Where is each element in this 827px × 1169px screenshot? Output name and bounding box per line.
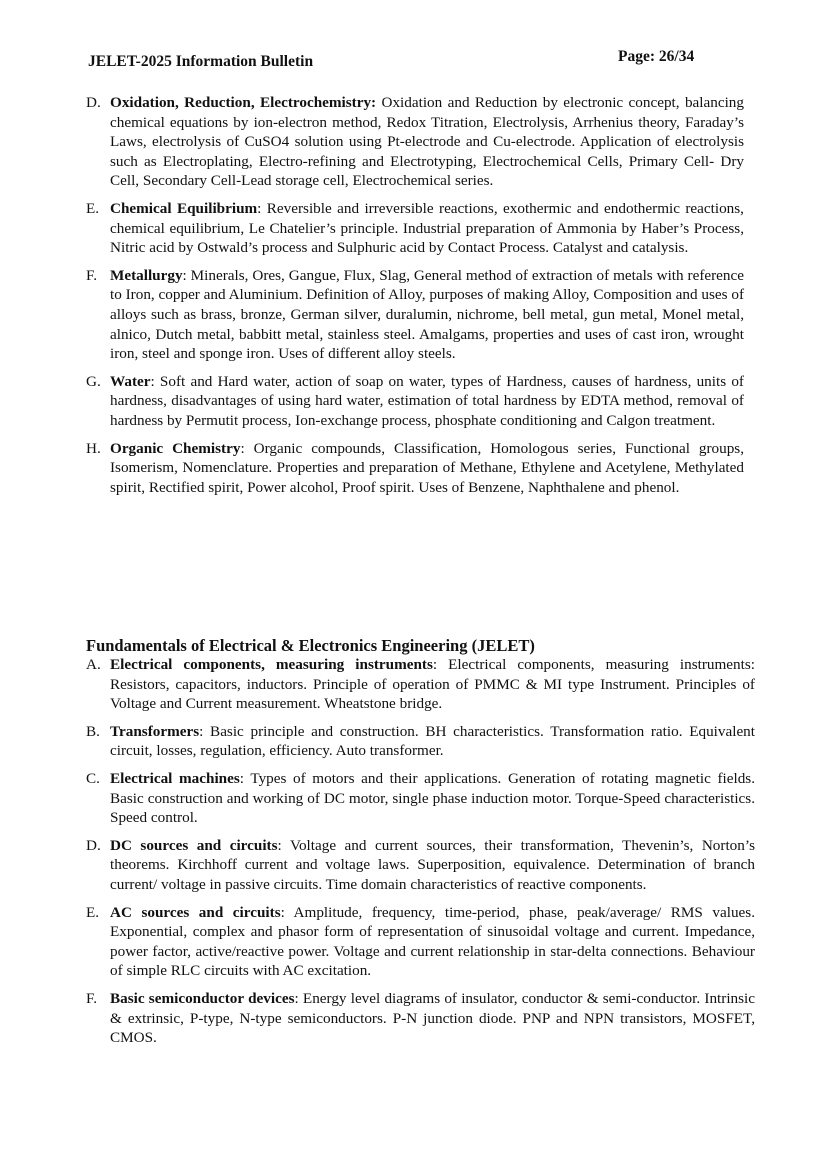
topic-description: : Energy level diagrams of insulator, conductor & semi-conductor. Intrinsic & extrinsic, P-type, N-type semiconductors. P-N junction diode. PNP and NPN transistors, MOSFET, CMOS. xyxy=(110,989,755,1047)
topic-description: : Basic principle and construction. BH characteristics. Transformation ratio. Equivalent circuit, losses, regulation, efficiency. Auto transformer. xyxy=(110,722,755,760)
item-marker: G. xyxy=(86,372,101,390)
chemistry-topic-list xyxy=(86,93,744,505)
item-marker: B. xyxy=(86,722,100,740)
document-title: JELET-2025 Information Bulletin xyxy=(88,53,314,70)
topic-item xyxy=(86,836,755,895)
topic-item xyxy=(86,199,744,258)
topic-description: : Types of motors and their applications. Generation of rotating magnetic fields. Basic construction and working of DC motor, single phase induction motor. Torque-Speed characteristics. Speed control. xyxy=(110,769,755,827)
item-marker: E. xyxy=(86,903,100,921)
topic-item xyxy=(86,903,755,981)
item-marker: H. xyxy=(86,439,101,457)
topic-item xyxy=(86,93,744,191)
item-marker: F. xyxy=(86,989,98,1007)
topic-term: AC sources and circuits xyxy=(110,903,281,921)
item-marker: D. xyxy=(86,94,101,111)
topic-term: DC sources and circuits xyxy=(110,836,278,854)
topic-description: : Amplitude, frequency, time-period, phase, peak/average/ RMS values. Exponential, complex and phasor form of representation of sinusoidal voltage and current. Impedance, power factor, active/reactive power. Voltage and current relationship in star-delta connections. Behaviour of simple RLC circuits with AC excitation. xyxy=(110,903,755,980)
electrical-topic-list xyxy=(86,655,755,1056)
topic-description: Oxidation and Reduction by electronic concept, balancing chemical equations by ion-electron method, Redox Titration, Electrolysis, Arrhenius theory, Faraday’s Laws, electrolysis of CuSO4 solution using Pt-electrode and Cu-electrode. Application of electrolysis such as Electroplating, Electro-refining and Electrotyping, Electrochemical Cells, Primary Cell- Dry Cell, Secondary Cell-Lead storage cell, Electrochemical series. xyxy=(110,94,744,190)
topic-description: : Minerals, Ores, Gangue, Flux, Slag, General method of extraction of metals with reference to Iron, copper and Aluminium. Definition of Alloy, purposes of making Alloy, Composition and uses of alloys such as brass, bronze, German silver, duralumin, nichrome, bell metal, gun metal, Monel metal, alnico, Dutch metal, babbitt metal, stainless steel. Amalgams, properties and uses of cast iron, wrought iron, steel and sponge iron. Uses of different alloy steels. xyxy=(110,266,744,363)
topic-term: Electrical components, measuring instruments xyxy=(110,656,433,673)
topic-item xyxy=(86,769,755,828)
page-number: Page: 26/34 xyxy=(618,48,695,65)
topic-term: Chemical Equilibrium xyxy=(110,199,258,217)
topic-description: : Organic compounds, Classification, Homologous series, Functional groups, Isomerism, Nomenclature. Properties and preparation of Methane, Ethylene and Acetylene, Methylated spirit, Rectified spirit, Power alcohol, Proof spirit. Uses of Benzene, Naphthalene and phenol. xyxy=(110,439,745,496)
topic-item xyxy=(86,439,744,498)
topic-item xyxy=(86,989,755,1048)
section-heading: Fundamentals of Electrical & Electronics Engineering (JELET) xyxy=(86,636,535,655)
topic-item xyxy=(86,722,755,761)
topic-term: Transformers xyxy=(110,722,200,740)
topic-term: Metallurgy xyxy=(110,266,183,284)
topic-term: Water xyxy=(110,372,151,390)
topic-term: Oxidation, Reduction, Electrochemistry: xyxy=(110,94,377,111)
topic-description: : Voltage and current sources, their transformation, Thevenin’s, Norton’s theorems. Kirchhoff current and voltage laws. Superposition, equivalence. Determination of branch current/ voltage in passive circuits. Time domain characteristics of reactive components. xyxy=(110,836,755,893)
topic-term: Organic Chemistry xyxy=(110,439,241,457)
item-marker: E. xyxy=(86,199,100,217)
topic-item xyxy=(86,372,744,431)
topic-term: Basic semiconductor devices xyxy=(110,989,295,1007)
topic-item xyxy=(86,655,755,714)
topic-description: : Reversible and irreversible reactions, exothermic and endothermic reactions, chemical equilibrium, Le Chatelier’s principle. Industrial preparation of Ammonia by Haber’s Process, Nitric acid by Ostwald’s process and Sulphuric acid by Contact Process. Catalyst and catalysis. xyxy=(110,199,744,257)
topic-term: Electrical machines xyxy=(110,769,240,787)
item-marker: C. xyxy=(86,769,100,787)
topic-item xyxy=(86,266,744,364)
topic-description: : Soft and Hard water, action of soap on water, types of Hardness, causes of hardness, units of hardness, disadvantages of using hard water, estimation of total hardness by EDTA method, removal of hardness by Permutit process, Ion-exchange process, phosphate conditioning and Calgon treatment. xyxy=(110,372,744,429)
topic-description: : Electrical components, measuring instruments: Resistors, capacitors, inductors. Principle of operation of PMMC & MI type Instrument. Principles of Voltage and Current measurement. Wheatstone bridge. xyxy=(110,656,755,713)
item-marker: A. xyxy=(86,656,101,673)
item-marker: D. xyxy=(86,836,101,854)
item-marker: F. xyxy=(86,266,98,284)
